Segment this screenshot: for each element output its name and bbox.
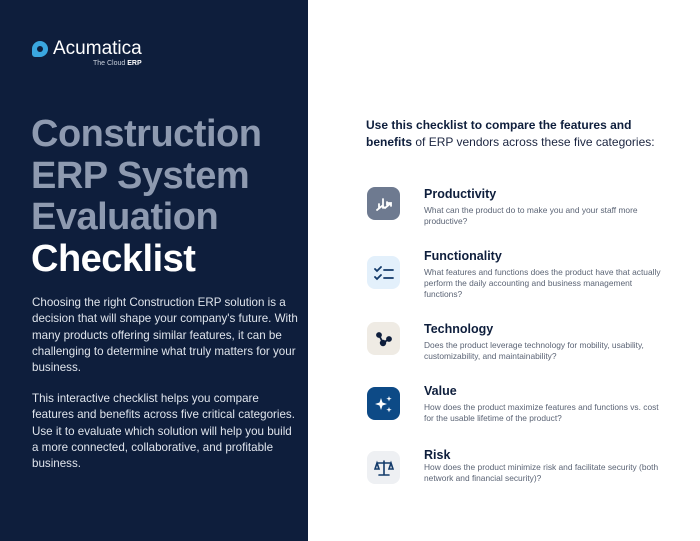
category-description: What can the product do to make you and your staff more productive?	[424, 205, 638, 226]
title-line: ERP System	[31, 154, 250, 197]
nodes-icon	[367, 322, 400, 355]
left-panel	[0, 0, 308, 541]
intro-paragraph: Choosing the right Construction ERP solution is a decision that will shape your company's future. With many products offering similar features, it can be challenging to determine what truly matters for your business.	[32, 296, 298, 375]
title-line: Construction	[31, 113, 262, 155]
category-title: Risk	[424, 448, 451, 462]
category-title: Value	[424, 384, 457, 398]
category-title: Productivity	[424, 187, 497, 201]
sparkles-icon	[367, 387, 400, 420]
chart-trend-icon	[367, 187, 400, 220]
tagline-bold: ERP	[127, 60, 142, 67]
category-title: Technology	[424, 322, 494, 336]
checklist-paragraph: This interactive checklist helps you compare features and benefits across five critical categories. Use it to evaluate which solution will help you build a more connected, collaborative, and profitable business.	[32, 392, 295, 471]
page-title	[31, 114, 261, 280]
category-description: How does the product minimize risk and facilitate security (both network and financial security)?	[424, 462, 659, 483]
tagline-prefix: The Cloud	[93, 60, 126, 67]
category-description: What features and functions does the product have that actually perform the daily accounting and business management functions?	[424, 267, 661, 299]
title-line-highlight: Checklist	[31, 237, 196, 280]
logo-icon	[32, 41, 48, 57]
scales-icon	[367, 451, 400, 484]
checklist-icon	[367, 256, 400, 289]
brand-tagline	[93, 60, 142, 67]
acumatica-logo	[32, 38, 142, 60]
intro-bold: Use this checklist to compare the features and benefits	[366, 118, 632, 149]
category-description: Does the product leverage technology for mobility, usability, customizability, and maintainability?	[424, 340, 644, 361]
title-line: Evaluation	[31, 196, 219, 238]
brand-name: Acumatica	[53, 38, 142, 59]
category-description: How does the product maximize features and functions vs. cost for the usable lifetime of the product?	[424, 402, 659, 423]
checklist-intro	[366, 117, 676, 151]
category-title: Functionality	[424, 249, 502, 263]
intro-rest: of ERP vendors across these five categories:	[412, 135, 655, 149]
